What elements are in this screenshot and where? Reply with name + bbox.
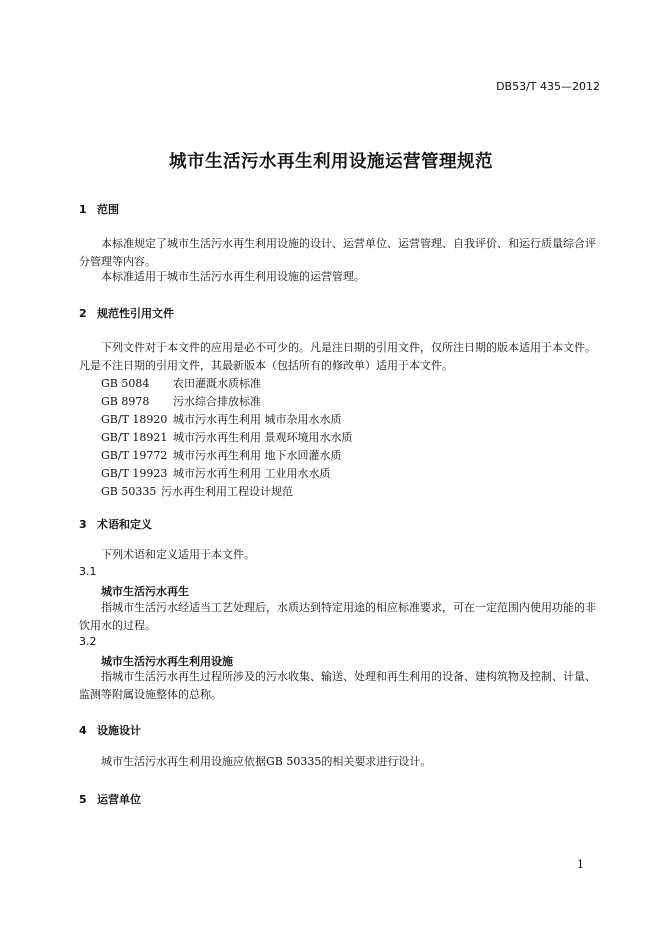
section-3-paragraph-1: 下列术语和定义适用于本文件。: [101, 548, 255, 561]
page-number: 1: [577, 858, 584, 871]
section-title: 范围: [97, 203, 119, 216]
section-4-paragraph-1: 城市生活污水再生利用设施应依据GB 50335的相关要求进行设计。: [101, 755, 432, 768]
reference-item: [101, 447, 342, 463]
reference-code: GB 8978: [101, 395, 150, 408]
section-number: 5: [79, 793, 87, 806]
section-2-heading: [79, 305, 174, 321]
reference-code: GB/T 19923: [101, 467, 168, 480]
reference-item: [101, 375, 261, 391]
section-number: 1: [79, 203, 87, 216]
reference-name: 污水综合排放标准: [173, 395, 261, 408]
reference-code: GB/T 18920: [101, 413, 168, 426]
reference-item: [101, 393, 261, 409]
reference-item: [101, 465, 331, 481]
section-title: 术语和定义: [97, 518, 152, 531]
term-title: 城市生活污水再生: [101, 585, 189, 598]
reference-code: GB 50335: [101, 485, 157, 498]
reference-code: GB/T 18921: [101, 431, 168, 444]
term-number: 3.1: [79, 565, 97, 578]
section-1-heading: [79, 201, 119, 217]
reference-item: [101, 483, 293, 499]
reference-name: 城市污水再生利用 地下水回灌水质: [173, 449, 342, 462]
section-number: 4: [79, 724, 87, 737]
section-4-heading: [79, 722, 141, 738]
section-3-heading: [79, 516, 152, 532]
section-number: 3: [79, 518, 87, 531]
section-title: 运营单位: [97, 793, 141, 806]
reference-name: 城市污水再生利用 景观环境用水水质: [173, 431, 353, 444]
section-number: 2: [79, 307, 87, 320]
reference-item: [101, 411, 342, 427]
section-5-heading: [79, 791, 141, 807]
page-title: 城市生活污水再生利用设施运营管理规范: [169, 152, 493, 172]
term-title: 城市生活污水再生利用设施: [101, 655, 233, 668]
section-title: 规范性引用文件: [97, 307, 174, 320]
section-1-paragraph-1: 本标准规定了城市生活污水再生利用设施的设计、运营单位、运营管理、自我评价、和运行质量综合评分管理等内容。: [79, 237, 596, 268]
reference-code: GB/T 19772: [101, 449, 168, 462]
reference-name: 城市污水再生利用 城市杂用水水质: [173, 413, 342, 426]
reference-name: 污水再生利用工程设计规范: [161, 485, 293, 498]
document-code: DB53/T 435—2012: [496, 80, 600, 93]
term-definition: 指城市生活污水经适当工艺处理后，水质达到特定用途的相应标准要求，可在一定范围内使用功能的非饮用水的过程。: [79, 601, 596, 632]
reference-code: GB 5084: [101, 377, 150, 390]
section-1-paragraph-2: 本标准适用于城市生活污水再生利用设施的运营管理。: [101, 270, 365, 283]
section-2-paragraph-1: 下列文件对于本文件的应用是必不可少的。凡是注日期的引用文件，仅所注日期的版本适用于本文件。凡是不注日期的引用文件，其最新版本（包括所有的修改单）适用于本文件。: [79, 341, 596, 372]
section-title: 设施设计: [97, 724, 141, 737]
reference-name: 农田灌溉水质标准: [173, 377, 261, 390]
reference-name: 城市污水再生利用 工业用水水质: [173, 467, 331, 480]
term-number: 3.2: [79, 635, 97, 648]
term-definition: 指城市生活污水再生过程所涉及的污水收集、输送、处理和再生利用的设备、建构筑物及控制、计量、监测等附属设施整体的总称。: [79, 670, 596, 701]
reference-item: [101, 429, 353, 445]
